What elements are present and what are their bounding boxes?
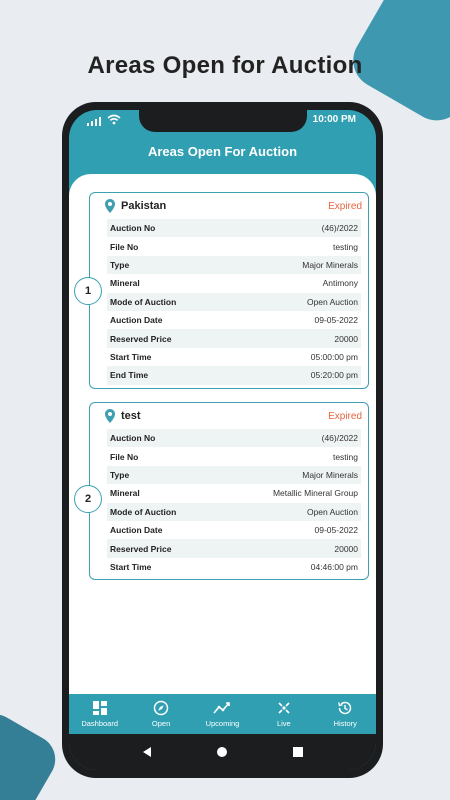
row-value: (46)/2022 xyxy=(321,433,358,444)
detail-rows xyxy=(90,429,368,579)
row-label: Auction Date xyxy=(110,315,163,326)
detail-row xyxy=(107,447,361,465)
row-label: Type xyxy=(110,259,130,270)
location-name: test xyxy=(121,410,141,422)
row-label: Mineral xyxy=(110,488,140,499)
detail-row xyxy=(107,256,361,274)
card-number-badge: 2 xyxy=(74,485,102,513)
row-value: 05:20:00 pm xyxy=(310,370,358,381)
bottom-navigation xyxy=(69,694,376,734)
live-icon xyxy=(276,700,292,716)
row-label: Auction Date xyxy=(110,525,163,536)
auction-card[interactable] xyxy=(84,192,369,389)
auction-card[interactable] xyxy=(84,402,369,580)
row-label: Start Time xyxy=(110,561,152,572)
camera-notch xyxy=(139,110,307,132)
app-title: Areas Open For Auction xyxy=(147,144,298,159)
detail-row xyxy=(107,293,361,311)
row-label: End Time xyxy=(110,370,149,381)
detail-row xyxy=(107,366,361,384)
auction-list[interactable] xyxy=(69,174,376,694)
compass-icon xyxy=(153,700,169,716)
nav-label: Open xyxy=(151,719,171,728)
detail-row xyxy=(107,219,361,237)
row-label: Mineral xyxy=(110,278,140,289)
detail-row xyxy=(107,311,361,329)
row-label: File No xyxy=(110,451,139,462)
row-value: testing xyxy=(332,451,358,462)
location-pin-icon xyxy=(105,199,115,213)
detail-row xyxy=(107,237,361,255)
card-location xyxy=(105,199,166,213)
row-value: 20000 xyxy=(334,543,358,554)
detail-row xyxy=(107,329,361,347)
card-number-badge: 1 xyxy=(74,277,102,305)
recents-icon[interactable] xyxy=(292,746,304,758)
row-value: 09-05-2022 xyxy=(314,525,358,536)
row-label: Reserved Price xyxy=(110,333,172,344)
row-value: Major Minerals xyxy=(302,259,358,270)
row-label: Mode of Auction xyxy=(110,296,177,307)
row-label: Reserved Price xyxy=(110,543,172,554)
row-label: Auction No xyxy=(110,433,156,444)
row-value: 04:46:00 pm xyxy=(310,561,358,572)
row-value: 09-05-2022 xyxy=(314,315,358,326)
card-header xyxy=(90,403,368,429)
promo-headline: Areas Open for Auction xyxy=(87,52,363,79)
row-value: Major Minerals xyxy=(302,469,358,480)
row-value: testing xyxy=(332,241,358,252)
detail-rows xyxy=(90,219,368,388)
nav-open[interactable] xyxy=(131,700,191,728)
status-badge: Expired xyxy=(328,410,362,422)
row-value: 05:00:00 pm xyxy=(310,351,358,362)
row-label: Start Time xyxy=(110,351,152,362)
history-icon xyxy=(337,700,353,716)
status-time: 10:00 PM xyxy=(312,114,356,125)
row-value: Antimony xyxy=(322,278,358,289)
nav-label: Upcoming xyxy=(205,719,240,728)
nav-dashboard[interactable] xyxy=(70,700,130,728)
row-value: Metallic Mineral Group xyxy=(272,488,358,499)
nav-label: History xyxy=(333,719,357,728)
back-icon[interactable] xyxy=(141,746,153,758)
detail-row xyxy=(107,274,361,292)
detail-row xyxy=(107,503,361,521)
nav-history[interactable] xyxy=(315,700,375,728)
nav-live[interactable] xyxy=(254,700,314,728)
decorative-shape-bottom xyxy=(0,706,64,800)
row-value: Open Auction xyxy=(306,506,358,517)
trend-icon xyxy=(213,700,231,716)
row-label: File No xyxy=(110,241,139,252)
dashboard-icon xyxy=(92,700,108,716)
card-location xyxy=(105,409,141,423)
row-value: 20000 xyxy=(334,333,358,344)
detail-row xyxy=(107,429,361,447)
wifi-icon xyxy=(107,114,121,125)
nav-label: Dashboard xyxy=(81,719,119,728)
status-badge: Expired xyxy=(328,200,362,212)
phone-frame xyxy=(62,102,383,778)
detail-row xyxy=(107,539,361,557)
location-pin-icon xyxy=(105,409,115,423)
nav-upcoming[interactable] xyxy=(192,700,252,728)
detail-row xyxy=(107,466,361,484)
row-label: Auction No xyxy=(110,223,156,234)
location-name: Pakistan xyxy=(121,200,167,212)
card-header xyxy=(90,193,368,219)
signal-icon xyxy=(87,116,101,126)
nav-label: Live xyxy=(276,719,291,728)
system-navigation xyxy=(69,734,376,770)
home-icon[interactable] xyxy=(216,746,228,758)
detail-row xyxy=(107,348,361,366)
row-value: (46)/2022 xyxy=(321,223,358,234)
row-label: Type xyxy=(110,469,130,480)
row-value: Open Auction xyxy=(306,296,358,307)
phone-screen xyxy=(69,110,376,770)
detail-row xyxy=(107,484,361,502)
row-label: Mode of Auction xyxy=(110,506,177,517)
detail-row xyxy=(107,521,361,539)
detail-row xyxy=(107,558,361,576)
